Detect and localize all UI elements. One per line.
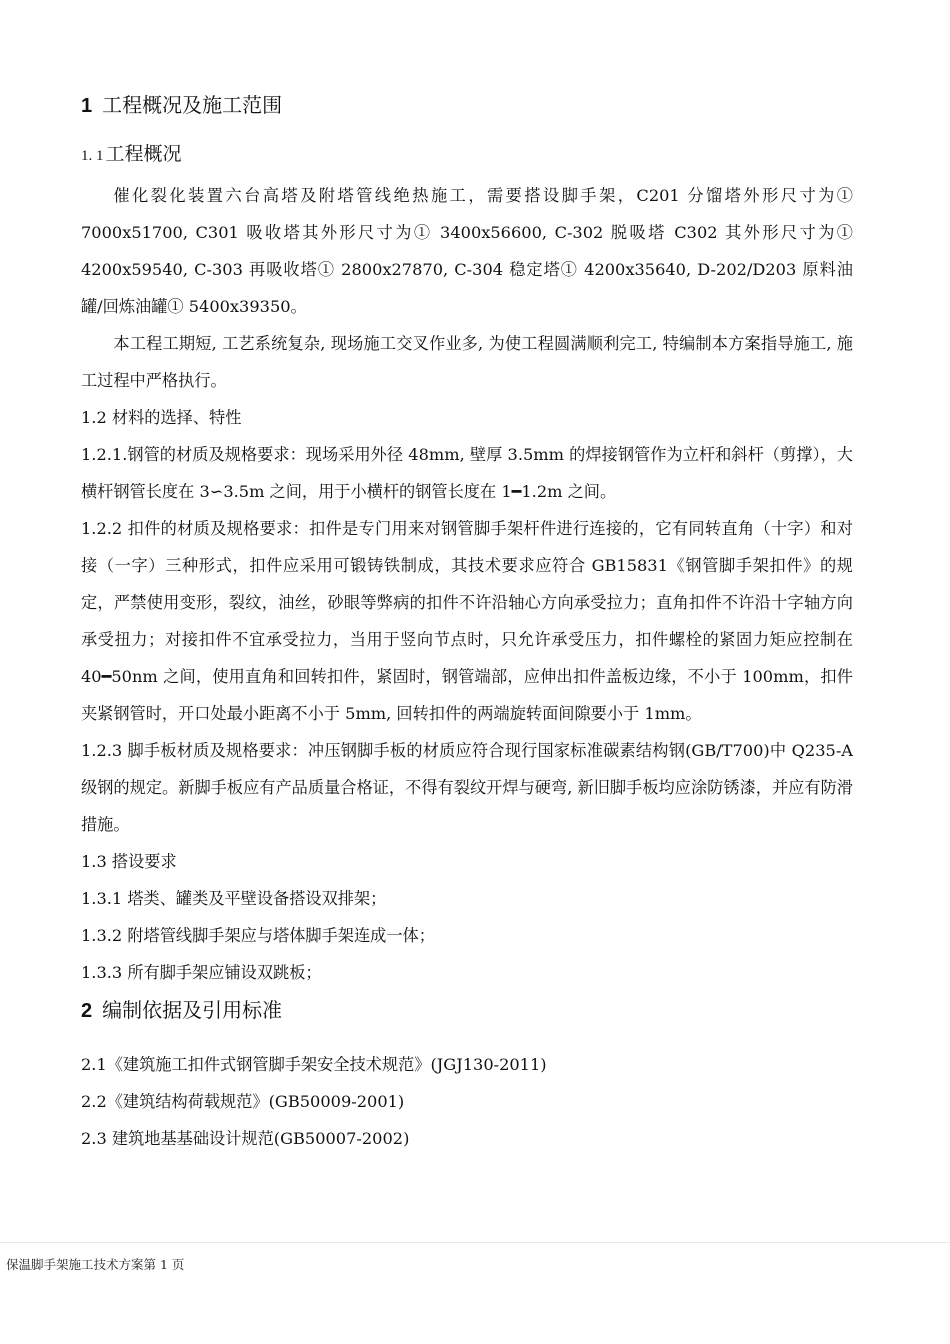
paragraph-overview: 催化裂化装置六台高塔及附塔管线绝热施工，需要搭设脚手架，C201 分馏塔外形尺寸为① 7000x51700, C301 吸收塔其外形尺寸为① 3400x56600, C-302 脱吸塔 C302 其外形尺寸为① 4200x59540, C-303 再吸收塔① 2800x27870, C-304 稳定塔① 4200x35640, D-202/D203 原料油罐/回炼油罐① 5400x39350。 <box>81 186 853 316</box>
paragraph-1-3-1: 1.3.1 塔类、罐类及平壁设备搭设双排架； <box>81 889 387 908</box>
paragraph-1-2-2: 1.2.2 扣件的材质及规格要求：扣件是专门用来对钢管脚手架杆件进行连接的，它有同转直角（十字）和对接（一字）三种形式，扣件应采用可锻铸铁制成，其技术要求应符合 GB15831《钢管脚手架扣件》的规定，严禁使用变形，裂纹，油丝，砂眼等弊病的扣件不许沿轴心方向承受拉力；直角扣件不许沿十字轴方向承受扭力；对接扣件不宜承受拉力，当用于竖向节点时，只允许承受压力，扣件螺栓的紧固力矩应控制在 40━50nm 之间，使用直角和回转扣件，紧固时，钢管端部，应伸出扣件盖板边缘，不小于 100mm，扣件夹紧钢管时，开口处最小距离不小于 5mm, 回转扣件的两端旋转面间隙要小于 1mm。 <box>81 519 853 723</box>
reference-2-2: 2.2《建筑结构荷载规范》(GB50009-2001) <box>81 1092 405 1111</box>
reference-2-1: 2.1《建筑施工扣件式钢管脚手架安全技术规范》(JGJ130-2011) <box>81 1055 547 1074</box>
heading-1-2: 1.2 材料的选择、特性 <box>81 408 242 427</box>
paragraph-1-3-3: 1.3.3 所有脚手架应铺设双跳板； <box>81 963 322 982</box>
subsection-number: 1. 1 <box>81 148 104 164</box>
section-heading-2 <box>81 993 853 1028</box>
page-footer: 保温脚手架施工技术方案第 1 页 <box>6 1257 185 1272</box>
section-title: 编制依据及引用标准 <box>102 998 283 1022</box>
subsection-heading-1-1 <box>81 137 853 173</box>
paragraph-purpose: 本工程工期短, 工艺系统复杂, 现场施工交叉作业多, 为使工程圆满顺利完工, 特编制本方案指导施工, 施工过程中严格执行。 <box>81 334 853 390</box>
subsection-title: 工程概况 <box>105 143 182 165</box>
document-body <box>81 88 853 1157</box>
paragraph-1-3-2: 1.3.2 附塔管线脚手架应与塔体脚手架连成一体； <box>81 926 435 945</box>
heading-1-3: 1.3 搭设要求 <box>81 852 177 871</box>
section-heading-1 <box>81 88 853 123</box>
footer-divider <box>0 1242 950 1243</box>
section-number: 2 <box>81 1000 93 1022</box>
section-title: 工程概况及施工范围 <box>102 93 283 117</box>
reference-2-3: 2.3 建筑地基基础设计规范(GB50007-2002) <box>81 1129 410 1148</box>
section-number: 1 <box>81 95 93 117</box>
paragraph-1-2-1: 1.2.1.钢管的材质及规格要求：现场采用外径 48mm, 壁厚 3.5mm 的焊接钢管作为立杆和斜杆（剪撑），大横杆钢管长度在 3∽3.5m 之间，用于小横杆的钢管长度在 1━1.2m 之间。 <box>81 445 853 501</box>
paragraph-1-2-3: 1.2.3 脚手板材质及规格要求：冲压钢脚手板的材质应符合现行国家标准碳素结构钢(GB/T700)中 Q235-A 级钢的规定。新脚手板应有产品质量合格证，不得有裂纹开焊与硬弯, 新旧脚手板均应涂防锈漆，并应有防滑措施。 <box>81 741 853 834</box>
